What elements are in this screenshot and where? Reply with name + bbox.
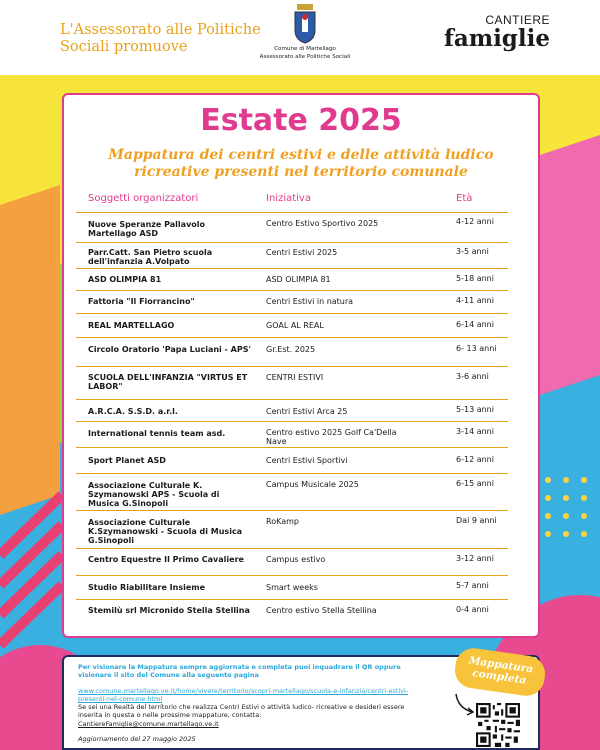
table-row	[76, 399, 508, 421]
row-age: 3-12 anni	[456, 554, 494, 563]
row-organizer: ASD OLIMPIA 81	[88, 275, 162, 284]
header-organizers: Soggetti organizzatori	[88, 193, 199, 204]
row-organizer: Associazione Culturale K. Szymanowski APS - Scuola di Musica G.Sinopoli	[88, 481, 220, 508]
row-organizer: Associazione Culturale K.Szymanowski - Scuola di Musica G.Sinopoli	[88, 518, 243, 545]
row-age: 5-18 anni	[456, 274, 494, 283]
row-age: 0-4 anni	[456, 605, 489, 614]
row-initiative: RoKamp	[266, 517, 299, 526]
table-row	[76, 510, 508, 548]
row-initiative: Centri Estivi Arca 25	[266, 407, 348, 416]
brand-logo	[440, 14, 550, 51]
row-initiative: ASD OLIMPIA 81	[266, 275, 331, 284]
row-organizer: Centro Equestre Il Primo Cavaliere	[88, 555, 244, 564]
main-card	[62, 93, 540, 638]
row-age: 4-11 anni	[456, 296, 494, 305]
table-row	[76, 599, 508, 623]
table-row	[76, 421, 508, 447]
table-row	[76, 366, 508, 399]
contact-email-link[interactable]: CantiereFamiglie@comune.martellago.ve.it	[78, 720, 219, 728]
brand-top: CANTIERE	[485, 13, 550, 27]
row-initiative: Centro estivo 2025 Golf Ca'Della Nave	[266, 428, 397, 446]
comune-link[interactable]: www.comune.martellago.ve.it/home/vivere/territorio/scopri-martellago/scuola-e-infanzia/centri-estivi-presenti-nel-comune.html	[78, 687, 409, 703]
row-organizer: Nuove Speranze Pallavolo Martellago ASD	[88, 220, 206, 238]
row-age: 3-14 anni	[456, 427, 494, 436]
page-header	[0, 0, 600, 75]
row-age: 6-12 anni	[456, 455, 494, 464]
row-initiative: Centro Estivo Sportivo 2025	[266, 219, 379, 228]
page-title: Estate 2025	[200, 103, 402, 138]
row-organizer: Sport Planet ASD	[88, 456, 166, 465]
row-age: 3-6 anni	[456, 372, 489, 381]
row-organizer: Circolo Oratorio 'Papa Luciani - APS'	[88, 345, 251, 354]
table-body	[76, 212, 508, 623]
row-age: 5-7 anni	[456, 581, 489, 590]
row-age: 6- 13 anni	[456, 344, 497, 353]
row-initiative: Centro estivo Stella Stellina	[266, 606, 377, 615]
table-row	[76, 575, 508, 599]
row-organizer: Studio Riabilitare Insieme	[88, 583, 206, 592]
row-organizer: International tennis team asd.	[88, 429, 226, 438]
row-organizer: SCUOLA DELL'INFANZIA "VIRTUS ET LABOR"	[88, 373, 248, 391]
table-row	[76, 212, 508, 242]
row-initiative: GOAL AL REAL	[266, 321, 324, 330]
row-age: 3-5 anni	[456, 247, 489, 256]
row-organizer: Stemilù srl Micronido Stella Stellina	[88, 606, 250, 615]
row-initiative: Centri Estivi 2025	[266, 248, 338, 257]
header-age: Età	[456, 193, 473, 204]
table-row	[76, 447, 508, 473]
page-subtitle: Mappatura dei centri estivi e delle attività ludico ricreative presenti nel territorio comunale	[108, 147, 494, 180]
brand-bottom: famiglie	[443, 25, 550, 52]
row-initiative: Centri Estivi in natura	[266, 297, 354, 306]
comune-crest-icon	[292, 4, 318, 44]
row-organizer: REAL MARTELLAGO	[88, 321, 175, 330]
row-age: 6-14 anni	[456, 320, 494, 329]
table-row	[76, 473, 508, 510]
promoter-text: L'Assessorato alle Politiche Sociali promuove	[60, 22, 261, 55]
row-initiative: Centri Estivi Sportivi	[266, 456, 348, 465]
table-row	[76, 242, 508, 268]
qr-code-icon[interactable]	[476, 703, 520, 747]
header-initiative: Iniziativa	[266, 193, 311, 204]
arrow-icon	[452, 692, 478, 718]
row-initiative: Gr.Est. 2025	[266, 345, 316, 354]
row-initiative: Campus estivo	[266, 555, 326, 564]
mappatura-badge: Mappatura completa	[453, 646, 548, 698]
row-age: 6-15 anni	[456, 479, 494, 488]
row-age: Dai 9 anni	[456, 516, 497, 525]
comune-line1: Comune di Martellago	[274, 46, 336, 52]
update-date: Aggiornamento del 27 maggio 2025	[78, 735, 196, 743]
row-organizer: Parr.Catt. San Pietro scuola dell'infanzia A.Volpato	[88, 248, 213, 266]
row-initiative: CENTRI ESTIVI	[266, 373, 324, 382]
contact-text: Se sei una Realtà del territorio che realizza Centri Estivi o attività ludico- ricreative e desideri essere inserita in questa o nelle prossime mappature, contatta:	[78, 703, 405, 719]
row-age: 5-13 anni	[456, 405, 494, 414]
row-initiative: Smart weeks	[266, 583, 318, 592]
row-age: 4-12 anni	[456, 217, 494, 226]
comune-line2: Assessorato alle Politiche Sociali	[259, 53, 351, 60]
row-initiative: Campus Musicale 2025	[266, 480, 359, 489]
row-organizer: A.R.C.A. S.S.D. a.r.l.	[88, 407, 178, 416]
table-row	[76, 548, 508, 575]
table-row	[76, 313, 508, 337]
table-row	[76, 290, 508, 313]
row-organizer: Fattoria "Il Fiorrancino"	[88, 297, 195, 306]
qr-instructions: Per visionare la Mappatura sempre aggiornata e completa puoi inquadrare il QR oppure visionare il sito del Comune alla seguente pagina	[78, 663, 401, 679]
comune-name	[240, 46, 370, 61]
table-row	[76, 268, 508, 290]
table-row	[76, 337, 508, 366]
